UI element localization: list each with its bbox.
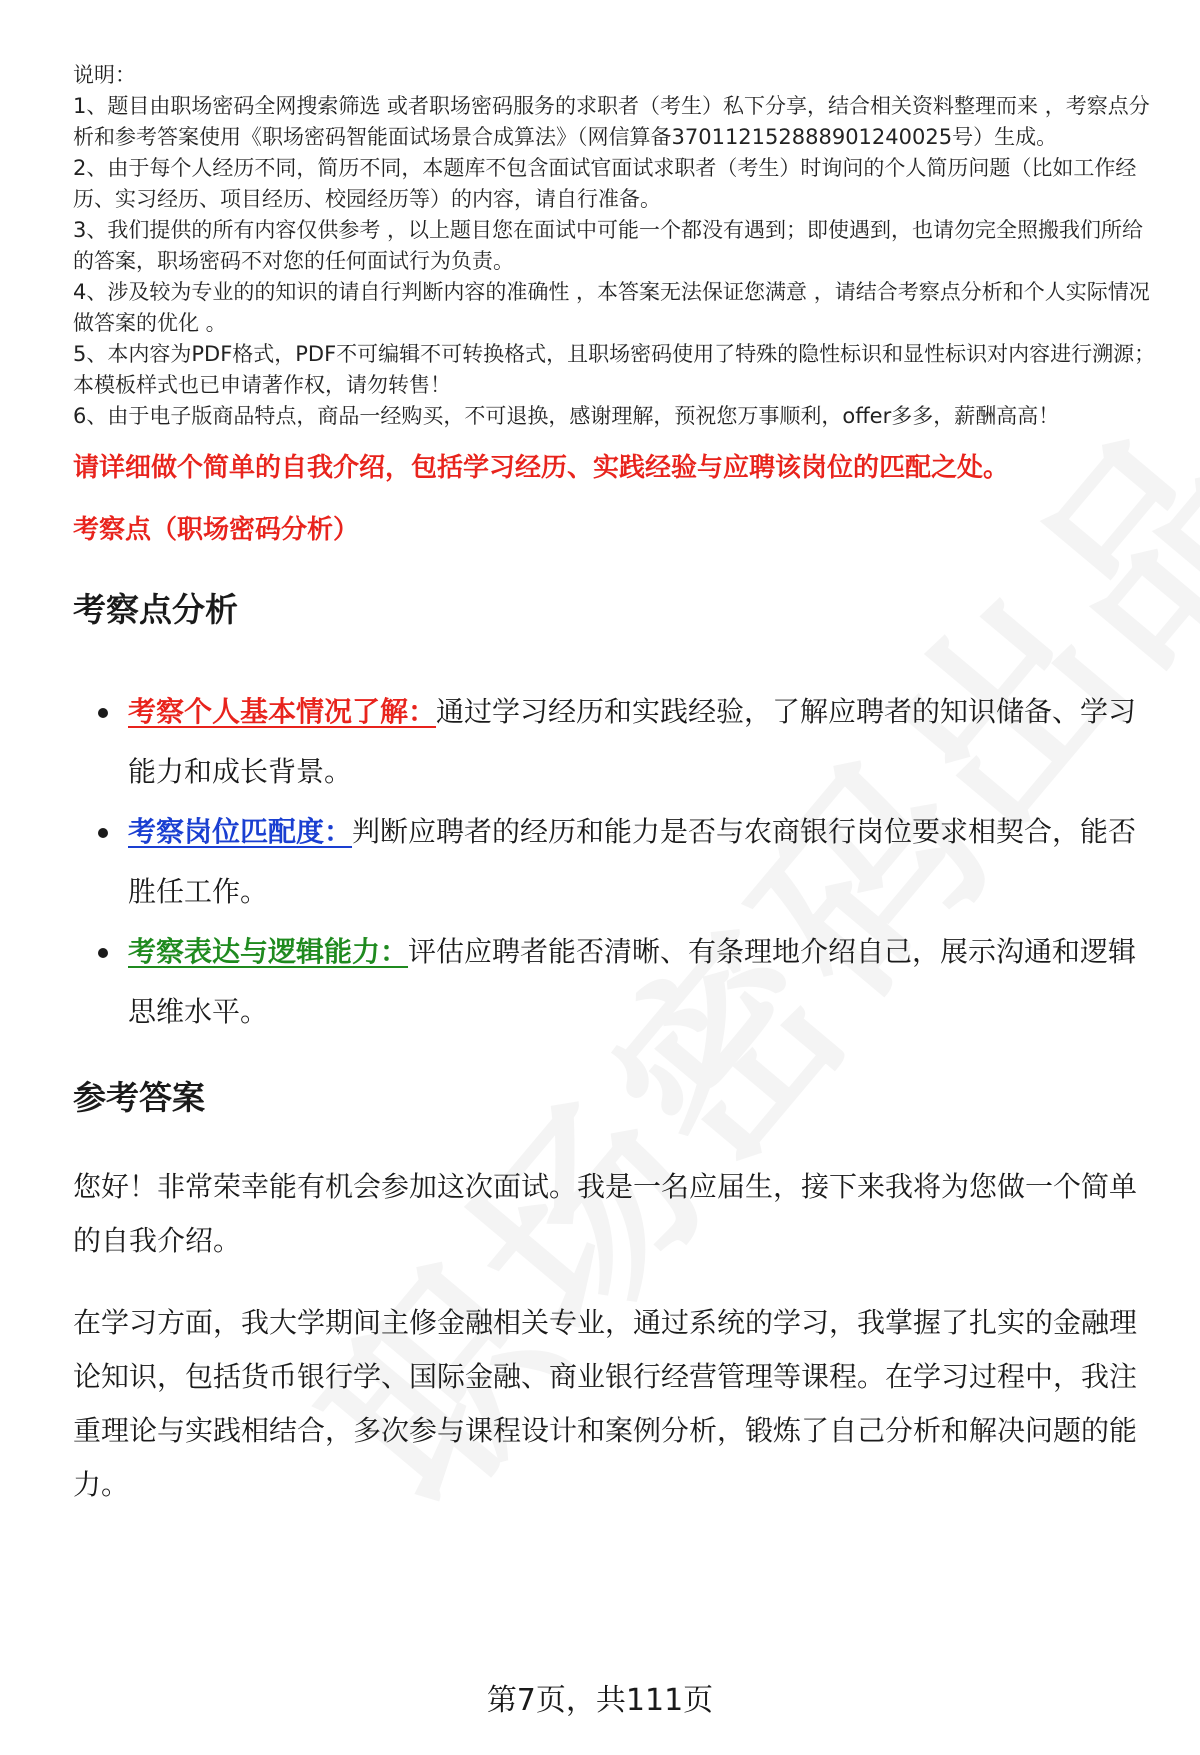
analysis-point-text: 判断应聘者的经历和能力是否与农商银行岗位要求相契合，能否胜任工作。	[128, 815, 1137, 908]
notes-item: 6、由于电子版商品特点，商品一经购买，不可退换，感谢理解，预祝您万事顺利，offer多多，薪酬高高！	[73, 404, 1060, 428]
analysis-points-list	[73, 682, 1163, 1042]
bullet-icon	[98, 828, 108, 838]
interview-question: 请详细做个简单的自我介绍，包括学习经历、实践经验与应聘该岗位的匹配之处。	[73, 453, 1010, 483]
analysis-point-label: 考察个人基本情况了解：	[128, 695, 437, 728]
analysis-point-text: 通过学习经历和实践经验，了解应聘者的知识储备、学习能力和成长背景。	[128, 695, 1137, 788]
analysis-point	[128, 802, 1163, 922]
bullet-icon	[98, 948, 108, 958]
page-number: 第7页，共111页	[486, 1683, 714, 1718]
analysis-point-text: 评估应聘者能否清晰、有条理地介绍自己，展示沟通和逻辑思维水平。	[128, 935, 1137, 1028]
analysis-point	[128, 682, 1163, 802]
notes-item: 5、本内容为PDF格式，PDF不可编辑不可转换格式，且职场密码使用了特殊的隐性标识和显性标识对内容进行溯源；本模板样式也已申请著作权，请勿转售！	[73, 342, 1156, 397]
answer-paragraph: 您好！非常荣幸能有机会参加这次面试。我是一名应届生，接下来我将为您做一个简单的自我介绍。	[73, 1170, 1138, 1257]
answer-body	[73, 1160, 1163, 1512]
analysis-source-label: 考察点（职场密码分析）	[73, 515, 360, 545]
answer-title: 参考答案	[73, 1078, 205, 1117]
analysis-point-label: 考察岗位匹配度：	[128, 815, 353, 848]
notes-heading: 说明：	[73, 63, 136, 87]
analysis-title: 考察点分析	[73, 590, 238, 629]
answer-paragraph: 在学习方面，我大学期间主修金融相关专业，通过系统的学习，我掌握了扎实的金融理论知识，包括货币银行学、国际金融、商业银行经营管理等课程。在学习过程中，我注重理论与实践相结合，多次参与课程设计和案例分析，锻炼了自己分析和解决问题的能力。	[73, 1306, 1138, 1501]
page-content	[73, 60, 1163, 1512]
notes-item: 1、题目由职场密码全网搜索筛选 或者职场密码服务的求职者（考生）私下分享，结合相关资料整理而来 ，考察点分析和参考答案使用《职场密码智能面试场景合成算法》（网信算备370112152888901240025号）生成。	[73, 94, 1150, 149]
notes-block	[73, 60, 1163, 432]
notes-item: 4、涉及较为专业的的知识的请自行判断内容的准确性 ，本答案无法保证您满意 ，请结合考察点分析和个人实际情况做答案的优化 。	[73, 280, 1150, 335]
notes-item: 3、我们提供的所有内容仅供参考 ，以上题目您在面试中可能一个都没有遇到；即使遇到，也请勿完全照搬我们所给的答案，职场密码不对您的任何面试行为负责。	[73, 218, 1144, 273]
bullet-icon	[98, 708, 108, 718]
notes-item: 2、由于每个人经历不同，简历不同，本题库不包含面试官面试求职者（考生）时询问的个人简历问题（比如工作经历、实习经历、项目经历、校园经历等）的内容，请自行准备。	[73, 156, 1137, 211]
analysis-point	[128, 922, 1163, 1042]
analysis-point-label: 考察表达与逻辑能力：	[128, 935, 409, 968]
